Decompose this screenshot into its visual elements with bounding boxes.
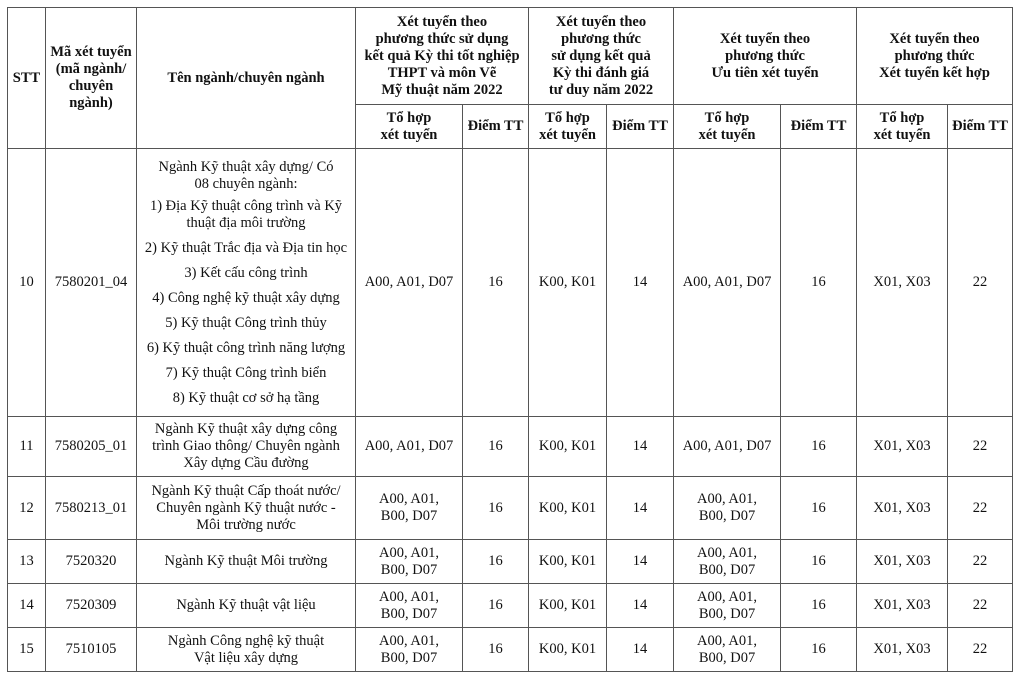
row-name-line: 7) Kỹ thuật Công trình biển xyxy=(165,364,327,381)
combo-line: B00, D07 xyxy=(380,508,438,524)
row-code: 7510105 xyxy=(46,628,137,672)
row-name-line: 6) Kỹ thuật công trình năng lượng xyxy=(146,339,346,356)
row-m1-combo xyxy=(356,540,463,584)
combo-line: B00, D07 xyxy=(698,605,756,622)
header-combo-line: xét tuyển xyxy=(539,126,596,143)
combo-line: X01, X03 xyxy=(873,553,931,569)
row-name-line: Ngành Kỹ thuật vật liệu xyxy=(176,597,316,613)
header-method-line: tư duy năm 2022 xyxy=(548,81,654,98)
header-method-line: phương thức xyxy=(561,30,641,47)
row-m2-score: 14 xyxy=(607,477,674,540)
row-stt: 12 xyxy=(8,477,46,540)
row-name-line: thuật địa môi trường xyxy=(186,214,306,231)
row-m3-combo xyxy=(674,628,781,672)
row-m3-combo xyxy=(674,584,781,628)
row-name-line: 4) Công nghệ kỹ thuật xây dựng xyxy=(152,289,340,306)
combo-line: A00, A01, D07 xyxy=(682,438,772,454)
header-method-tsa xyxy=(529,8,674,105)
row-m4-combo xyxy=(857,477,948,540)
row-name xyxy=(137,540,356,584)
combo-line: A00, A01, xyxy=(378,544,440,561)
header-stt: STT xyxy=(8,8,46,149)
header-combo-line: Tổ hợp xyxy=(386,109,432,126)
row-name-line: Vật liệu xây dựng xyxy=(193,649,299,666)
header-name: Tên ngành/chuyên ngành xyxy=(137,8,356,149)
combo-line: K00, K01 xyxy=(538,274,597,290)
row-stt: 11 xyxy=(8,417,46,477)
header-score: Điểm TT xyxy=(607,105,674,149)
header-combo-line: xét tuyển xyxy=(873,126,931,143)
row-m2-score: 14 xyxy=(607,628,674,672)
row-name-line: 1) Địa Kỹ thuật công trình và Kỹ xyxy=(149,197,343,214)
row-m1-combo xyxy=(356,628,463,672)
row-m2-combo xyxy=(529,628,607,672)
header-combo xyxy=(529,105,607,149)
row-m2-combo xyxy=(529,584,607,628)
table-body xyxy=(8,149,1013,672)
row-m4-score: 22 xyxy=(948,417,1013,477)
row-m2-score: 14 xyxy=(607,417,674,477)
header-method-combined xyxy=(857,8,1013,105)
combo-line: B00, D07 xyxy=(698,561,756,578)
table-row xyxy=(8,417,1013,477)
combo-line: A00, A01, xyxy=(378,588,440,605)
combo-line: X01, X03 xyxy=(873,438,931,454)
table-row xyxy=(8,584,1013,628)
row-code: 7520309 xyxy=(46,584,137,628)
combo-line: B00, D07 xyxy=(380,649,438,666)
row-m2-combo xyxy=(529,540,607,584)
row-m1-score: 16 xyxy=(463,628,529,672)
header-score: Điểm TT xyxy=(781,105,857,149)
header-method-line: THPT và môn Vẽ xyxy=(387,64,497,81)
row-code: 7580201_04 xyxy=(46,149,137,417)
row-name-line: Ngành Kỹ thuật xây dựng công xyxy=(154,421,338,437)
row-name-line: Ngành Kỹ thuật Môi trường xyxy=(164,553,328,569)
combo-line: K00, K01 xyxy=(538,597,597,613)
combo-line: B00, D07 xyxy=(380,605,438,622)
row-m1-combo xyxy=(356,584,463,628)
row-m1-combo xyxy=(356,477,463,540)
row-stt: 14 xyxy=(8,584,46,628)
row-m4-score: 22 xyxy=(948,628,1013,672)
row-stt: 15 xyxy=(8,628,46,672)
row-name xyxy=(137,477,356,540)
header-code xyxy=(46,8,137,149)
row-name-line: 3) Kết cấu công trình xyxy=(184,264,308,281)
combo-line: K00, K01 xyxy=(538,641,597,657)
row-name xyxy=(137,149,356,417)
combo-line: A00, A01, xyxy=(697,544,758,561)
header-combo-line: Tổ hợp xyxy=(879,109,925,126)
combo-line: K00, K01 xyxy=(538,438,597,454)
table-row xyxy=(8,477,1013,540)
row-code: 7520320 xyxy=(46,540,137,584)
row-m3-combo xyxy=(674,477,781,540)
combo-line: A00, A01, D07 xyxy=(364,274,454,290)
combo-line: A00, A01, xyxy=(697,491,758,507)
header-method-line: Xét tuyển theo xyxy=(889,30,980,47)
row-m1-combo xyxy=(356,149,463,417)
table-row xyxy=(8,628,1013,672)
combo-line: B00, D07 xyxy=(380,561,438,578)
header-method-priority xyxy=(674,8,857,105)
row-m2-combo xyxy=(529,477,607,540)
row-m2-score: 14 xyxy=(607,540,674,584)
combo-line: A00, A01, xyxy=(697,588,758,605)
header-method-line: Xét tuyển theo xyxy=(719,30,811,47)
row-m4-score: 22 xyxy=(948,540,1013,584)
header-combo-line: Tổ hợp xyxy=(545,109,590,126)
row-name-line: Chuyên ngành Kỹ thuật nước - xyxy=(156,499,336,516)
combo-line: X01, X03 xyxy=(873,499,931,516)
admission-table xyxy=(7,7,1013,672)
row-m3-combo xyxy=(674,149,781,417)
header-method-line: kết quả Kỳ thi tốt nghiệp xyxy=(364,47,520,64)
row-name xyxy=(137,628,356,672)
combo-line: B00, D07 xyxy=(698,508,756,524)
header-combo-line: xét tuyển xyxy=(698,126,756,143)
row-m1-combo xyxy=(356,417,463,477)
row-m1-score: 16 xyxy=(463,584,529,628)
header-method-line: Kỳ thi đánh giá xyxy=(552,64,650,81)
row-m3-score: 16 xyxy=(781,149,857,417)
combo-line: K00, K01 xyxy=(538,499,597,516)
header-code-line: Mã xét tuyển xyxy=(50,44,132,60)
row-m4-combo xyxy=(857,584,948,628)
combo-line: K00, K01 xyxy=(538,553,597,569)
row-m4-combo xyxy=(857,149,948,417)
header-combo-line: Tổ hợp xyxy=(704,109,750,126)
header-method-line: sử dụng kết quả xyxy=(551,47,651,64)
row-m2-score: 14 xyxy=(607,149,674,417)
row-code: 7580213_01 xyxy=(46,477,137,540)
row-code: 7580205_01 xyxy=(46,417,137,477)
header-code-line: (mã ngành/ xyxy=(55,61,127,77)
row-name-line: 5) Kỹ thuật Công trình thủy xyxy=(165,314,327,331)
table-header xyxy=(8,8,1013,149)
row-stt: 13 xyxy=(8,540,46,584)
row-name-line: Ngành Công nghệ kỹ thuật xyxy=(167,632,325,649)
header-score: Điểm TT xyxy=(463,105,529,149)
row-m1-score: 16 xyxy=(463,149,529,417)
header-method-line: Xét tuyển theo xyxy=(396,13,488,30)
header-method-line: Mỹ thuật năm 2022 xyxy=(381,81,503,98)
header-combo xyxy=(857,105,948,149)
header-method-line: Xét tuyển kết hợp xyxy=(879,64,990,81)
row-m2-combo xyxy=(529,149,607,417)
combo-line: X01, X03 xyxy=(873,597,931,613)
row-m3-combo xyxy=(674,417,781,477)
row-m3-score: 16 xyxy=(781,628,857,672)
row-m1-score: 16 xyxy=(463,477,529,540)
header-combo xyxy=(674,105,781,149)
table-row xyxy=(8,540,1013,584)
row-name-line: 08 chuyên ngành: xyxy=(194,175,298,192)
row-name-line: 8) Kỹ thuật cơ sở hạ tầng xyxy=(172,389,320,406)
header-combo xyxy=(356,105,463,149)
row-name-line: Ngành Kỹ thuật Cấp thoát nước/ xyxy=(151,482,341,499)
combo-line: A00, A01, D07 xyxy=(364,438,454,454)
row-m4-combo xyxy=(857,417,948,477)
header-method-thpt xyxy=(356,8,529,105)
header-method-line: phương thức sử dụng xyxy=(375,30,509,47)
row-m3-score: 16 xyxy=(781,540,857,584)
row-m4-combo xyxy=(857,540,948,584)
row-m2-score: 14 xyxy=(607,584,674,628)
row-m1-score: 16 xyxy=(463,540,529,584)
header-method-line: Xét tuyển theo xyxy=(555,13,647,30)
combo-line: X01, X03 xyxy=(873,274,931,290)
row-m3-score: 16 xyxy=(781,477,857,540)
row-name xyxy=(137,417,356,477)
row-m1-score: 16 xyxy=(463,417,529,477)
combo-line: A00, A01, xyxy=(697,632,758,649)
row-m3-combo xyxy=(674,540,781,584)
row-m4-score: 22 xyxy=(948,584,1013,628)
row-name-line: Xây dựng Cầu đường xyxy=(183,455,309,471)
header-method-line: phương thức xyxy=(894,47,975,64)
row-m4-score: 22 xyxy=(948,477,1013,540)
header-combo-line: xét tuyển xyxy=(380,126,438,143)
row-m4-score: 22 xyxy=(948,149,1013,417)
row-name-line: 2) Kỹ thuật Trắc địa và Địa tin học xyxy=(144,239,348,256)
header-score: Điểm TT xyxy=(948,105,1013,149)
combo-line: B00, D07 xyxy=(698,649,756,666)
row-m2-combo xyxy=(529,417,607,477)
row-stt: 10 xyxy=(8,149,46,417)
row-name-line: trình Giao thông/ Chuyên ngành xyxy=(152,438,340,454)
header-method-line: phương thức xyxy=(725,47,805,64)
combo-line: A00, A01, xyxy=(378,491,440,507)
row-name-line: Ngành Kỹ thuật xây dựng/ Có xyxy=(158,158,334,175)
header-method-line: Ưu tiên xét tuyển xyxy=(711,64,819,81)
row-name-line: Môi trường nước xyxy=(196,516,296,533)
row-m4-combo xyxy=(857,628,948,672)
row-m3-score: 16 xyxy=(781,584,857,628)
row-m3-score: 16 xyxy=(781,417,857,477)
table-row xyxy=(8,149,1013,417)
combo-line: A00, A01, xyxy=(378,632,440,649)
row-name xyxy=(137,584,356,628)
header-code-line: chuyên xyxy=(68,78,114,94)
combo-line: X01, X03 xyxy=(873,641,931,657)
header-code-line: ngành) xyxy=(69,95,113,111)
combo-line: A00, A01, D07 xyxy=(682,274,772,290)
